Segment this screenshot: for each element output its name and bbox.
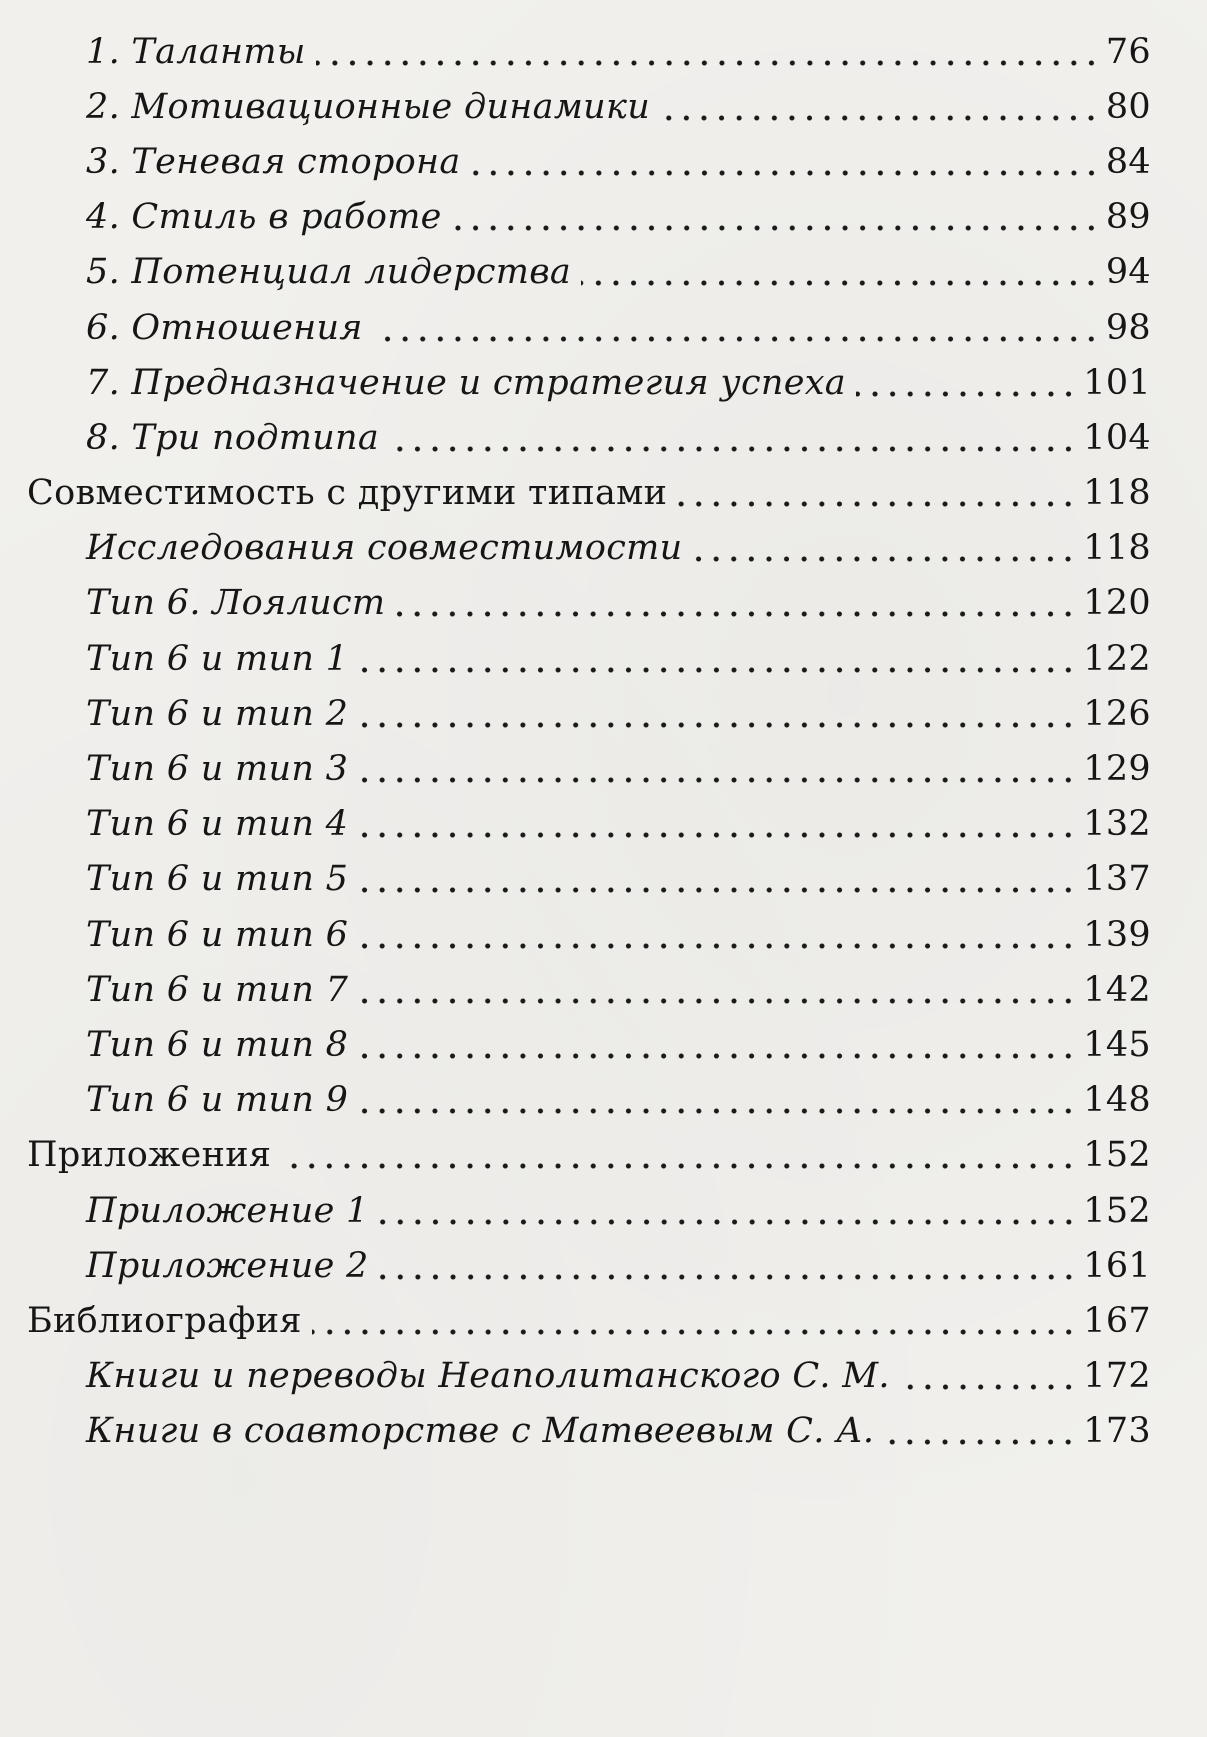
dot-leader	[884, 1416, 1077, 1446]
toc-entry-page-number: 80	[1105, 86, 1151, 127]
toc-entry	[0, 631, 1207, 686]
toc-entry	[0, 190, 1207, 245]
dot-leader	[471, 147, 1100, 177]
toc-entry	[0, 1017, 1207, 1072]
toc-entry-page-number: 148	[1083, 1080, 1151, 1121]
dot-leader	[900, 1361, 1077, 1391]
toc-entry-title: Исследования совместимости	[86, 528, 683, 569]
toc-entry	[0, 1349, 1207, 1404]
toc-entry-page-number: 139	[1083, 914, 1151, 955]
toc-entry-page-number: 172	[1083, 1356, 1151, 1397]
dot-leader	[660, 92, 1100, 122]
toc-entry	[0, 1238, 1207, 1293]
toc-entry-page-number: 137	[1083, 859, 1151, 900]
dot-leader	[856, 368, 1077, 398]
toc-entry-title: 4. Стиль в работе	[86, 197, 442, 238]
toc-section-entry	[0, 466, 1207, 521]
toc-entry	[0, 907, 1207, 962]
toc-entry-title: Совместимость с другими типами	[27, 473, 668, 514]
toc-entry	[0, 1404, 1207, 1459]
toc-entry-page-number: 104	[1083, 417, 1151, 458]
toc-entry-title: Приложения	[27, 1135, 272, 1176]
toc-entry-page-number: 129	[1083, 749, 1151, 790]
dot-leader	[358, 754, 1077, 784]
toc-entry-title: Приложение 1	[86, 1190, 369, 1231]
toc-entry-page-number: 84	[1105, 141, 1151, 182]
dot-leader	[281, 1140, 1077, 1170]
toc-entry-page-number: 167	[1083, 1300, 1151, 1341]
toc-entry	[0, 741, 1207, 796]
toc-entry-page-number: 145	[1083, 1024, 1151, 1065]
dot-leader	[312, 1306, 1078, 1336]
toc-entry-title: Тип 6 и тип 9	[86, 1080, 349, 1121]
toc-entry-page-number: 132	[1083, 804, 1151, 845]
toc-entry-title: Книги в соавторстве с Матвеевым С. А.	[86, 1411, 875, 1452]
toc-entry	[0, 79, 1207, 134]
toc-section-entry	[0, 1293, 1207, 1348]
toc-entry-title: Тип 6 и тип 5	[86, 859, 349, 900]
toc-entry-title: Книги и переводы Неаполитанского С. М.	[86, 1356, 890, 1397]
toc-entry	[0, 24, 1207, 79]
toc-entry-page-number: 120	[1083, 583, 1151, 624]
toc-entry	[0, 245, 1207, 300]
dot-leader	[358, 1030, 1077, 1060]
toc-entry-title: 2. Мотивационные динамики	[86, 86, 651, 127]
toc-entry	[0, 852, 1207, 907]
dot-leader	[389, 423, 1077, 453]
toc-entry-page-number: 118	[1083, 473, 1151, 514]
toc-entry-title: 5. Потенциал лидерства	[86, 252, 572, 293]
dot-leader	[452, 202, 1100, 232]
toc-entry-title: Тип 6 и тип 3	[86, 749, 349, 790]
toc-entry-title: 7. Предназначение и стратегия успеха	[86, 362, 846, 403]
toc-entry-title: Библиография	[27, 1300, 302, 1341]
toc-entry-title: Тип 6 и тип 7	[86, 969, 349, 1010]
toc-entry-title: 8. Три подтипа	[86, 417, 380, 458]
toc-entry	[0, 797, 1207, 852]
toc-entry	[0, 300, 1207, 355]
toc-entry-page-number: 152	[1083, 1135, 1151, 1176]
dot-leader	[373, 313, 1100, 343]
toc-entry-title: Тип 6 и тип 8	[86, 1024, 349, 1065]
toc-entry-title: Тип 6 и тип 4	[86, 804, 349, 845]
toc-entry	[0, 576, 1207, 631]
dot-leader	[316, 37, 1100, 67]
toc-entry-page-number: 142	[1083, 969, 1151, 1010]
dot-leader	[358, 644, 1077, 674]
dot-leader	[358, 699, 1077, 729]
toc-entry	[0, 134, 1207, 189]
toc-entry-title: Тип 6 и тип 6	[86, 914, 349, 955]
toc-entry-title: Тип 6 и тип 1	[86, 638, 349, 679]
dot-leader	[379, 1196, 1078, 1226]
toc-entry	[0, 686, 1207, 741]
toc-entry-page-number: 118	[1083, 528, 1151, 569]
table-of-contents	[0, 24, 1207, 1459]
toc-entry-title: 6. Отношения	[86, 307, 363, 348]
toc-entry-page-number: 76	[1105, 31, 1151, 72]
toc-entry-page-number: 161	[1083, 1245, 1151, 1286]
toc-entry	[0, 1073, 1207, 1128]
toc-entry-page-number: 126	[1083, 693, 1151, 734]
dot-leader	[358, 920, 1077, 950]
dot-leader	[581, 257, 1100, 287]
toc-entry-title: Тип 6 и тип 2	[86, 693, 349, 734]
dot-leader	[358, 809, 1077, 839]
toc-entry-page-number: 173	[1083, 1411, 1151, 1452]
toc-entry-title: Тип 6. Лоялист	[86, 583, 386, 624]
toc-entry-title: 1. Таланты	[86, 31, 306, 72]
toc-entry-page-number: 101	[1083, 362, 1151, 403]
dot-leader	[358, 975, 1077, 1005]
toc-entry-title: Приложение 2	[86, 1245, 369, 1286]
toc-entry-page-number: 98	[1105, 307, 1151, 348]
dot-leader	[358, 1085, 1077, 1115]
toc-entry-page-number: 152	[1083, 1190, 1151, 1231]
toc-entry	[0, 962, 1207, 1017]
toc-entry-page-number: 89	[1105, 197, 1151, 238]
dot-leader	[379, 1251, 1078, 1281]
toc-entry	[0, 521, 1207, 576]
toc-entry	[0, 355, 1207, 410]
dot-leader	[358, 864, 1077, 894]
toc-section-entry	[0, 1128, 1207, 1183]
dot-leader	[692, 533, 1077, 563]
dot-leader	[395, 588, 1077, 618]
toc-entry	[0, 1183, 1207, 1238]
toc-entry	[0, 410, 1207, 465]
dot-leader	[677, 478, 1077, 508]
toc-entry-title: 3. Теневая сторона	[86, 141, 461, 182]
toc-entry-page-number: 94	[1105, 252, 1151, 293]
toc-entry-page-number: 122	[1083, 638, 1151, 679]
